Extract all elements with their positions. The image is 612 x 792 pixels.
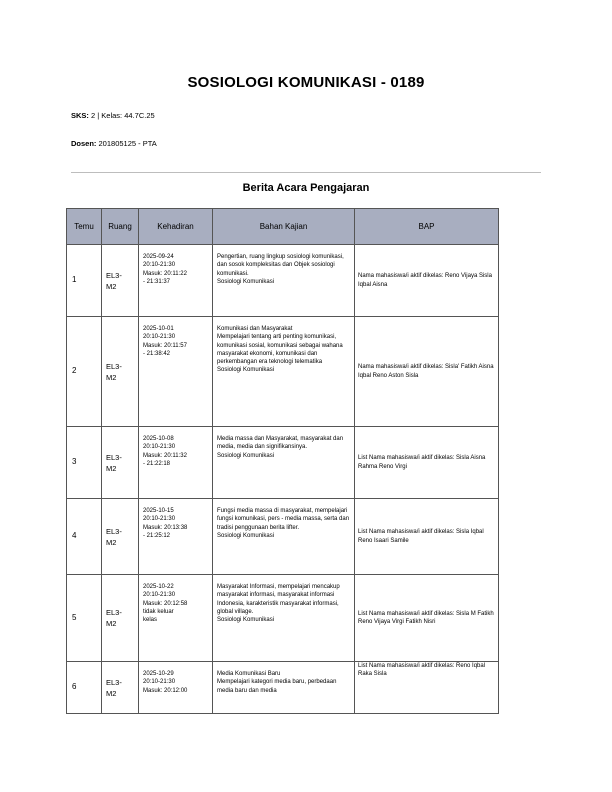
- dosen-label: Dosen:: [71, 139, 97, 148]
- document-title: SOSIOLOGI KOMUNIKASI - 0189: [187, 74, 425, 91]
- section-title: Berita Acara Pengajaran: [242, 182, 370, 194]
- cell-ruang: EL3- M2: [102, 427, 139, 499]
- cell-bahan-kajian: Media massa dan Masyarakat, masyarakat dan media, media dan signifikansinya. Sosiologi Komunikasi: [213, 427, 355, 499]
- table-row: [67, 575, 499, 662]
- cell-bap: Nama mahasiswa/i aktif dikelas: Sisla' Fatikh Aisna Iqbal Reno Aston Sisla: [355, 317, 499, 427]
- sks-kelas-value: 2 | Kelas: 44.7C.25: [88, 111, 155, 120]
- cell-bahan-kajian: Komunikasi dan Masyarakat Mempelajari tentang arti penting komunikasi, komunikasi sosial, komunikasi sebagai wahana masyarakat ekonomi, komunikasi dan perkembangan era teknologi telematika Sosiologi Komunikasi: [213, 317, 355, 427]
- column-header-kehadiran: Kehadiran: [139, 209, 213, 245]
- column-header-bahan-kajian: Bahan Kajian: [213, 209, 355, 245]
- cell-temu: 1: [67, 245, 102, 317]
- cell-kehadiran: 2025-10-29 20:10-21:30 Masuk: 20:12:00: [139, 662, 213, 714]
- cell-temu: 6: [67, 662, 102, 714]
- cell-bap: List Nama mahasiswa/i aktif dikelas: Reno Iqbal Raka Sisla: [355, 662, 499, 714]
- table-row: [67, 427, 499, 499]
- cell-temu: 3: [67, 427, 102, 499]
- sks-label: SKS:: [71, 111, 89, 120]
- cell-kehadiran: 2025-10-08 20:10-21:30 Masuk: 20:11:32 - 21:22:18: [139, 427, 213, 499]
- cell-bahan-kajian: Media Komunikasi Baru Mempelajari kategori media baru, perbedaan media baru dan media: [213, 662, 355, 714]
- cell-temu: 2: [67, 317, 102, 427]
- table-row: [67, 317, 499, 427]
- cell-kehadiran: 2025-10-22 20:10-21:30 Masuk: 20:12:58 tidak keluar kelas: [139, 575, 213, 662]
- dosen-value: 201805125 - PTA: [96, 139, 157, 148]
- cell-bahan-kajian: Fungsi media massa di masyarakat, mempelajari fungsi komunikasi, pers - media massa, serta dan tradisi penggunaan berita lifter. Sosiologi Komunikasi: [213, 499, 355, 575]
- table-row: [67, 245, 499, 317]
- cell-ruang: EL3- M2: [102, 499, 139, 575]
- dosen-line: [71, 139, 157, 148]
- cell-ruang: EL3- M2: [102, 245, 139, 317]
- cell-bap: List Nama mahasiswa/i aktif dikelas: Sisla Aisna Rahma Reno Virgi: [355, 427, 499, 499]
- cell-temu: 5: [67, 575, 102, 662]
- sks-kelas-line: [71, 111, 155, 120]
- table-header-row: [67, 209, 499, 245]
- table-row: [67, 662, 499, 714]
- cell-bap: List Nama mahasiswa/i aktif dikelas: Sisla Iqbal Reno Isaari Samile: [355, 499, 499, 575]
- column-header-ruang: Ruang: [102, 209, 139, 245]
- cell-bap: Nama mahasiswa/i aktif dikelas: Reno Vijaya Sisla Iqbal Aisna: [355, 245, 499, 317]
- table-row: [67, 499, 499, 575]
- column-header-temu: Temu: [67, 209, 102, 245]
- cell-kehadiran: 2025-09-24 20:10-21:30 Masuk: 20:11:22 - 21:31:37: [139, 245, 213, 317]
- cell-bahan-kajian: Masyarakat Informasi, mempelajari mencakup masyarakat informasi, masyarakat informasi Indonesia, karakteristik masyarakat informasi, global village. Sosiologi Komunikasi: [213, 575, 355, 662]
- cell-kehadiran: 2025-10-01 20:10-21:30 Masuk: 20:11:57 - 21:38:42: [139, 317, 213, 427]
- cell-ruang: EL3- M2: [102, 317, 139, 427]
- cell-ruang: EL3- M2: [102, 662, 139, 714]
- cell-kehadiran: 2025-10-15 20:10-21:30 Masuk: 20:13:38 - 21:25:12: [139, 499, 213, 575]
- cell-bap: List Nama mahasiswa/i aktif dikelas: Sisla M Fatikh Reno Vijaya Virgi Fatikh Nisri: [355, 575, 499, 662]
- cell-temu: 4: [67, 499, 102, 575]
- cell-ruang: EL3- M2: [102, 575, 139, 662]
- divider: [71, 172, 541, 173]
- bap-table: [66, 208, 499, 714]
- cell-bahan-kajian: Pengertian, ruang lingkup sosiologi komunikasi, dan sosok kompleksitas dan Objek sosiologi komunikasi. Sosiologi Komunikasi: [213, 245, 355, 317]
- column-header-bap: BAP: [355, 209, 499, 245]
